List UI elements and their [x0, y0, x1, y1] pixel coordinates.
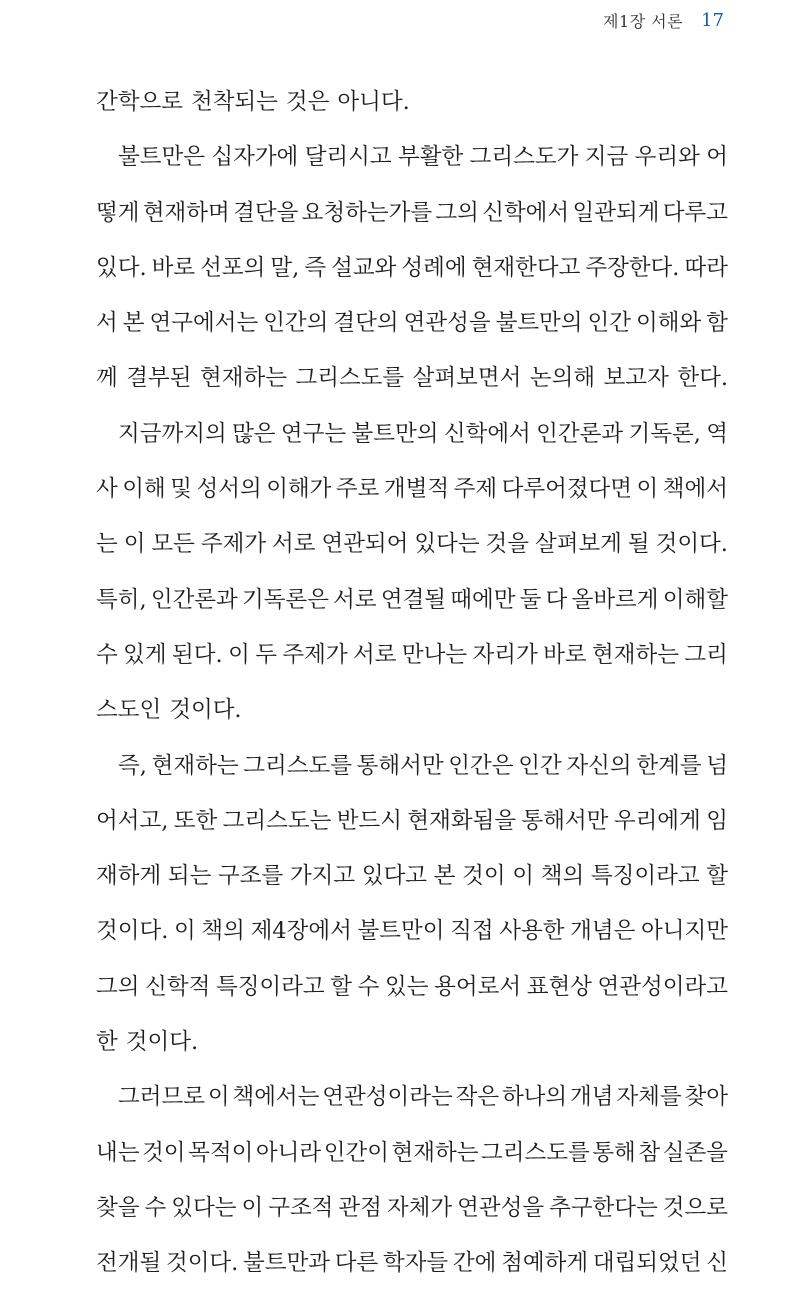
text-line: 특히, 인간론과 기독론은 서로 연결될 때에만 둘 다 올바르게 이해할: [96, 586, 728, 613]
text-line: 전개될 것이다. 불트만과 다른 학자들 간에 첨예하게 대립되었던 신: [96, 1250, 728, 1277]
chapter-title: 제1장 서론: [603, 11, 684, 31]
text-line: 스도인 것이다.: [96, 697, 242, 724]
text-line: 사 이해 및 성서의 이해가 주로 개별적 주제 다루어졌다면 이 책에서: [96, 476, 728, 503]
text-line: 있다. 바로 선포의 말, 즉 설교와 성례에 현재한다고 주장한다. 따라: [96, 254, 728, 281]
text-line: 즉, 현재하는 그리스도를 통해서만 인간은 인간 자신의 한계를 넘: [118, 752, 728, 779]
text-line: 불트만은 십자가에 달리시고 부활한 그리스도가 지금 우리와 어: [118, 144, 728, 171]
text-line: 그의 신학적 특징이라고 할 수 있는 용어로서 표현상 연관성이라고: [96, 973, 728, 1000]
text-line: 어서고, 또한 그리스도는 반드시 현재화됨을 통해서만 우리에게 임: [96, 807, 728, 834]
text-line: 한 것이다.: [96, 1029, 199, 1056]
text-line: 떻게 현재하며 결단을 요청하는가를 그의 신학에서 일관되게 다루고: [96, 199, 728, 226]
text-line: 는 이 모든 주제가 서로 연관되어 있다는 것을 살펴보게 될 것이다.: [96, 531, 728, 558]
running-header: [0, 0, 800, 40]
text-line: 것이다. 이 책의 제4장에서 불트만이 직접 사용한 개념은 아니지만: [96, 918, 728, 945]
text-line: 수 있게 된다. 이 두 주제가 서로 만나는 자리가 바로 현재하는 그리: [96, 641, 728, 668]
text-line: 재하게 되는 구조를 가지고 있다고 본 것이 이 책의 특징이라고 할: [96, 863, 728, 890]
text-line: 내는 것이 목적이 아니라 인간이 현재하는 그리스도를 통해 참 실존을: [96, 1139, 728, 1166]
text-line: 간학으로 천착되는 것은 아니다.: [96, 89, 410, 115]
text-line: 그러므로 이 책에서는 연관성이라는 작은 하나의 개념 자체를 찾아: [118, 1084, 728, 1111]
text-line: 지금까지의 많은 연구는 불트만의 신학에서 인간론과 기독론, 역: [118, 420, 728, 447]
page-number: 17: [701, 9, 724, 31]
text-line: 께 결부된 현재하는 그리스도를 살펴보면서 논의해 보고자 한다.: [96, 365, 728, 392]
text-line: 찾을 수 있다는 이 구조적 관점 자체가 연관성을 추구한다는 것으로: [96, 1194, 728, 1221]
text-line: 서 본 연구에서는 인간의 결단의 연관성을 불트만의 인간 이해와 함: [96, 310, 728, 337]
body-text: [96, 75, 728, 1292]
